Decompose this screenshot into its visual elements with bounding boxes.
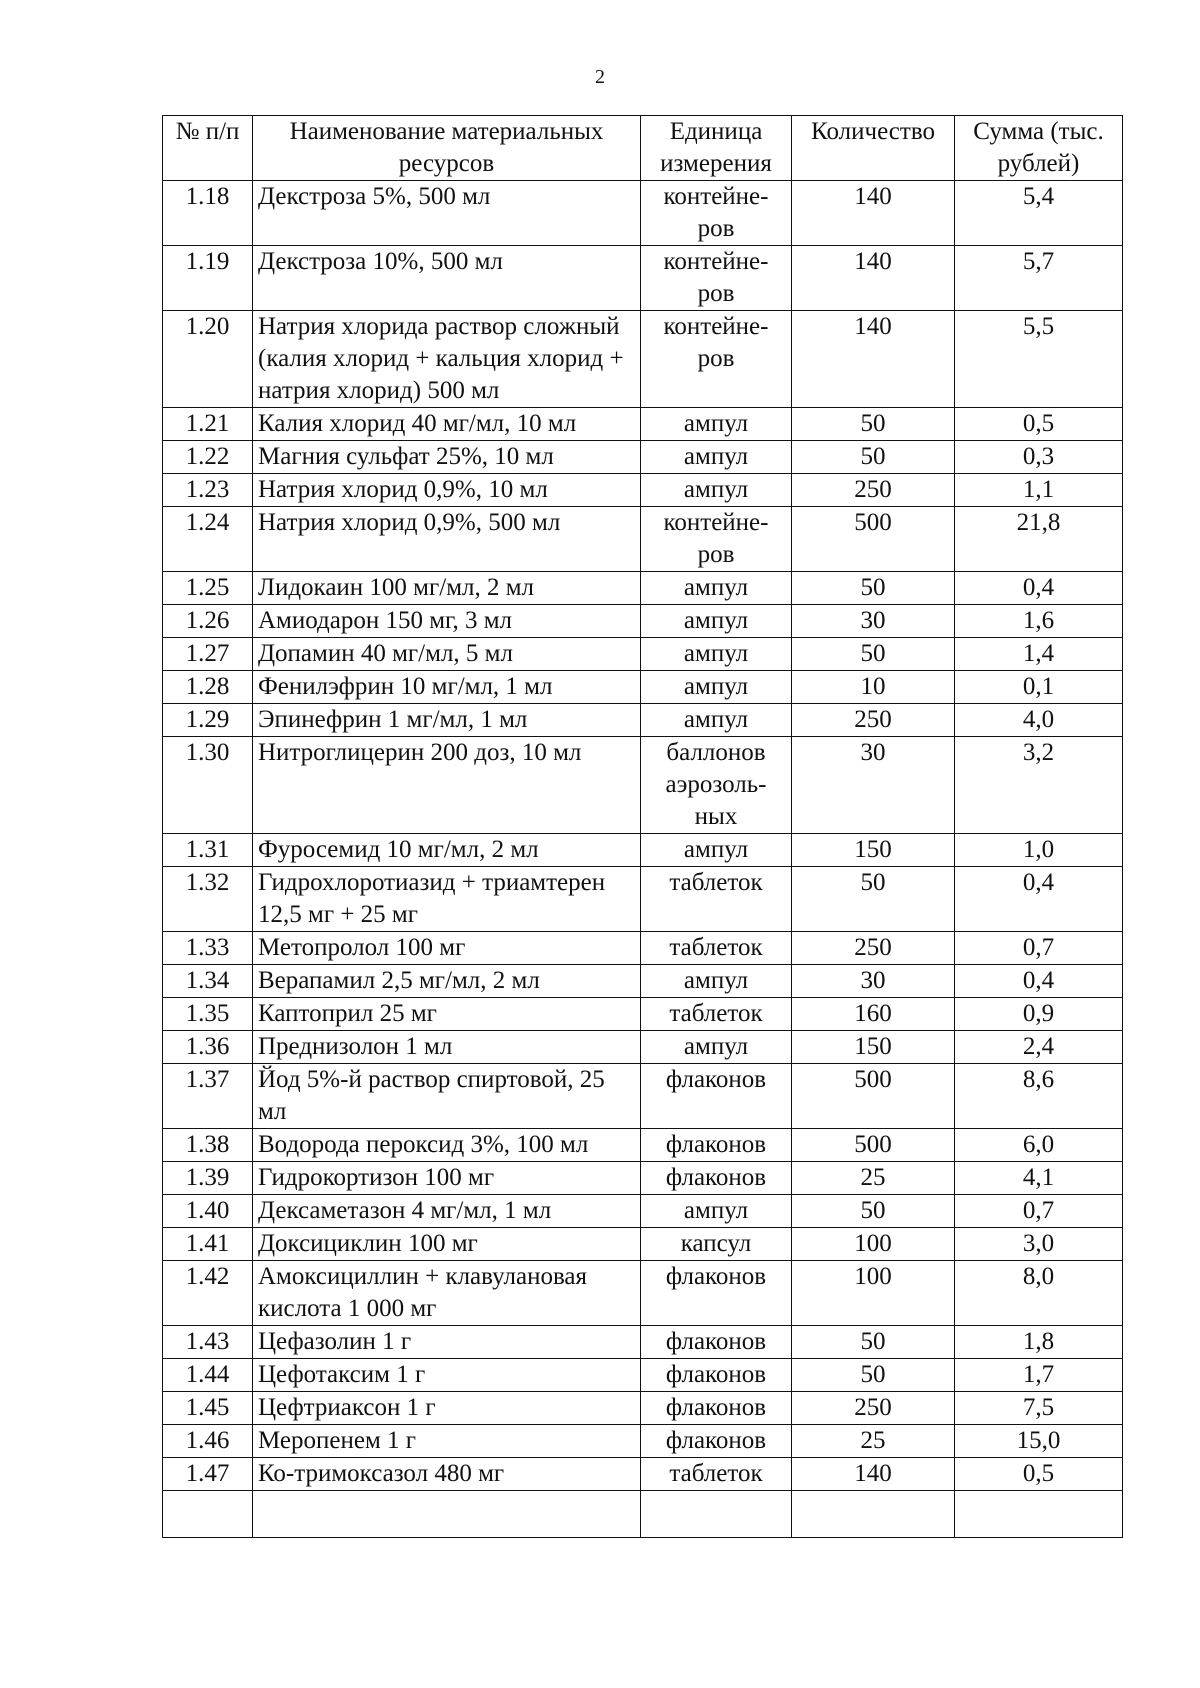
cell-unit: флаконов (641, 1261, 792, 1326)
cell-unit: контейне-ров (641, 507, 792, 572)
cell-num: 1.37 (163, 1064, 253, 1129)
cell-unit: ампул (641, 441, 792, 474)
cell-name: Эпинефрин 1 мг/мл, 1 мл (253, 704, 641, 737)
cell-num: 1.47 (163, 1458, 253, 1491)
table-row (163, 834, 1123, 867)
empty-cell (163, 1491, 253, 1538)
table-row (163, 1228, 1123, 1261)
cell-num: 1.46 (163, 1425, 253, 1458)
table-row (163, 638, 1123, 671)
cell-name: Амиодарон 150 мг, 3 мл (253, 605, 641, 638)
table-row (163, 998, 1123, 1031)
cell-name: Нитроглицерин 200 доз, 10 мл (253, 737, 641, 834)
table-row (163, 867, 1123, 932)
cell-sum: 0,7 (955, 1195, 1123, 1228)
table-row (163, 737, 1123, 834)
cell-name: Доксициклин 100 мг (253, 1228, 641, 1261)
cell-unit: флаконов (641, 1425, 792, 1458)
resources-table (162, 115, 1123, 1538)
cell-num: 1.28 (163, 671, 253, 704)
cell-name: Дексаметазон 4 мг/мл, 1 мл (253, 1195, 641, 1228)
cell-sum: 15,0 (955, 1425, 1123, 1458)
cell-sum: 21,8 (955, 507, 1123, 572)
cell-sum: 4,1 (955, 1162, 1123, 1195)
cell-qty: 100 (792, 1228, 955, 1261)
cell-qty: 140 (792, 246, 955, 311)
table-row (163, 572, 1123, 605)
cell-num: 1.26 (163, 605, 253, 638)
cell-num: 1.21 (163, 408, 253, 441)
cell-num: 1.22 (163, 441, 253, 474)
cell-qty: 140 (792, 311, 955, 408)
cell-qty: 160 (792, 998, 955, 1031)
cell-unit: флаконов (641, 1162, 792, 1195)
cell-qty: 500 (792, 507, 955, 572)
cell-num: 1.42 (163, 1261, 253, 1326)
empty-cell (955, 1491, 1123, 1538)
table-row (163, 1458, 1123, 1491)
empty-cell (253, 1491, 641, 1538)
empty-cell (792, 1491, 955, 1538)
cell-unit: капсул (641, 1228, 792, 1261)
cell-name: Йод 5%-й раствор спиртовой, 25 мл (253, 1064, 641, 1129)
cell-qty: 150 (792, 1031, 955, 1064)
cell-sum: 0,7 (955, 932, 1123, 965)
cell-unit: флаконов (641, 1392, 792, 1425)
cell-unit: ампул (641, 572, 792, 605)
cell-num: 1.43 (163, 1326, 253, 1359)
cell-qty: 50 (792, 638, 955, 671)
cell-qty: 140 (792, 1458, 955, 1491)
table-row (163, 1162, 1123, 1195)
cell-num: 1.24 (163, 507, 253, 572)
cell-unit: ампул (641, 1195, 792, 1228)
cell-name: Цефтриаксон 1 г (253, 1392, 641, 1425)
cell-qty: 30 (792, 965, 955, 998)
table-body (163, 181, 1123, 1538)
cell-name: Преднизолон 1 мл (253, 1031, 641, 1064)
cell-unit: контейне-ров (641, 311, 792, 408)
empty-cell (641, 1491, 792, 1538)
cell-sum: 0,4 (955, 867, 1123, 932)
table-row (163, 1195, 1123, 1228)
table-row (163, 246, 1123, 311)
cell-name: Каптоприл 25 мг (253, 998, 641, 1031)
cell-name: Цефазолин 1 г (253, 1326, 641, 1359)
table-row (163, 671, 1123, 704)
cell-sum: 4,0 (955, 704, 1123, 737)
cell-name: Гидрохлоротиазид + триамтерен 12,5 мг + 25 мг (253, 867, 641, 932)
header-num: № п/п (163, 116, 253, 181)
cell-sum: 5,7 (955, 246, 1123, 311)
cell-qty: 100 (792, 1261, 955, 1326)
cell-unit: ампул (641, 834, 792, 867)
cell-sum: 5,4 (955, 181, 1123, 246)
cell-name: Верапамил 2,5 мг/мл, 2 мл (253, 965, 641, 998)
cell-unit: таблеток (641, 867, 792, 932)
cell-qty: 250 (792, 932, 955, 965)
cell-qty: 50 (792, 408, 955, 441)
header-sum: Сумма (тыс. рублей) (955, 116, 1123, 181)
cell-num: 1.20 (163, 311, 253, 408)
cell-sum: 0,9 (955, 998, 1123, 1031)
cell-sum: 3,2 (955, 737, 1123, 834)
cell-sum: 7,5 (955, 1392, 1123, 1425)
cell-qty: 50 (792, 1359, 955, 1392)
cell-qty: 500 (792, 1129, 955, 1162)
cell-sum: 1,8 (955, 1326, 1123, 1359)
cell-num: 1.33 (163, 932, 253, 965)
cell-qty: 50 (792, 1195, 955, 1228)
cell-qty: 140 (792, 181, 955, 246)
cell-name: Амоксициллин + клавулановая кислота 1 000 мг (253, 1261, 641, 1326)
cell-sum: 2,4 (955, 1031, 1123, 1064)
cell-unit: баллонов аэрозоль-ных (641, 737, 792, 834)
cell-num: 1.44 (163, 1359, 253, 1392)
cell-name: Допамин 40 мг/мл, 5 мл (253, 638, 641, 671)
table-row (163, 1064, 1123, 1129)
cell-name: Фуросемид 10 мг/мл, 2 мл (253, 834, 641, 867)
cell-unit: ампул (641, 638, 792, 671)
cell-qty: 50 (792, 1326, 955, 1359)
cell-unit: флаконов (641, 1359, 792, 1392)
cell-name: Натрия хлорид 0,9%, 10 мл (253, 474, 641, 507)
table-row (163, 1392, 1123, 1425)
cell-sum: 1,0 (955, 834, 1123, 867)
cell-unit: ампул (641, 408, 792, 441)
page-number: 2 (595, 66, 605, 88)
cell-name: Меропенем 1 г (253, 1425, 641, 1458)
cell-qty: 150 (792, 834, 955, 867)
cell-num: 1.32 (163, 867, 253, 932)
cell-num: 1.41 (163, 1228, 253, 1261)
table-row (163, 1359, 1123, 1392)
table-empty-row (163, 1491, 1123, 1538)
table-row (163, 474, 1123, 507)
cell-unit: контейне-ров (641, 246, 792, 311)
cell-unit: ампул (641, 704, 792, 737)
cell-unit: ампул (641, 671, 792, 704)
cell-num: 1.18 (163, 181, 253, 246)
cell-num: 1.34 (163, 965, 253, 998)
table-row (163, 704, 1123, 737)
cell-num: 1.39 (163, 1162, 253, 1195)
cell-unit: флаконов (641, 1326, 792, 1359)
cell-sum: 1,6 (955, 605, 1123, 638)
cell-num: 1.31 (163, 834, 253, 867)
cell-name: Магния сульфат 25%, 10 мл (253, 441, 641, 474)
cell-name: Лидокаин 100 мг/мл, 2 мл (253, 572, 641, 605)
cell-name: Водорода пероксид 3%, 100 мл (253, 1129, 641, 1162)
cell-unit: флаконов (641, 1129, 792, 1162)
table-row (163, 507, 1123, 572)
cell-sum: 8,0 (955, 1261, 1123, 1326)
cell-unit: таблеток (641, 998, 792, 1031)
cell-num: 1.40 (163, 1195, 253, 1228)
cell-name: Гидрокортизон 100 мг (253, 1162, 641, 1195)
cell-name: Декстроза 10%, 500 мл (253, 246, 641, 311)
cell-qty: 10 (792, 671, 955, 704)
cell-num: 1.29 (163, 704, 253, 737)
cell-sum: 0,1 (955, 671, 1123, 704)
table-header-row (163, 116, 1123, 181)
cell-sum: 1,7 (955, 1359, 1123, 1392)
cell-unit: таблеток (641, 1458, 792, 1491)
cell-unit: ампул (641, 965, 792, 998)
cell-sum: 0,4 (955, 572, 1123, 605)
cell-num: 1.30 (163, 737, 253, 834)
cell-name: Калия хлорид 40 мг/мл, 10 мл (253, 408, 641, 441)
table-row (163, 605, 1123, 638)
header-name: Наименование материальных ресурсов (253, 116, 641, 181)
cell-name: Натрия хлорид 0,9%, 500 мл (253, 507, 641, 572)
cell-sum: 0,5 (955, 408, 1123, 441)
cell-num: 1.36 (163, 1031, 253, 1064)
cell-sum: 1,1 (955, 474, 1123, 507)
table-row (163, 441, 1123, 474)
cell-sum: 0,5 (955, 1458, 1123, 1491)
cell-unit: ампул (641, 1031, 792, 1064)
cell-num: 1.27 (163, 638, 253, 671)
cell-num: 1.35 (163, 998, 253, 1031)
cell-sum: 1,4 (955, 638, 1123, 671)
cell-qty: 50 (792, 572, 955, 605)
header-unit: Единица измерения (641, 116, 792, 181)
cell-num: 1.25 (163, 572, 253, 605)
table-row (163, 1326, 1123, 1359)
cell-sum: 3,0 (955, 1228, 1123, 1261)
cell-name: Метопролол 100 мг (253, 932, 641, 965)
cell-qty: 250 (792, 1392, 955, 1425)
table-row (163, 1425, 1123, 1458)
cell-sum: 6,0 (955, 1129, 1123, 1162)
cell-unit: таблеток (641, 932, 792, 965)
table-row (163, 1031, 1123, 1064)
cell-num: 1.45 (163, 1392, 253, 1425)
cell-unit: контейне-ров (641, 181, 792, 246)
cell-qty: 25 (792, 1162, 955, 1195)
cell-name: Натрия хлорида раствор сложный (калия хлорид + кальция хлорид + натрия хлорид) 500 мл (253, 311, 641, 408)
cell-unit: ампул (641, 605, 792, 638)
cell-num: 1.38 (163, 1129, 253, 1162)
cell-qty: 50 (792, 441, 955, 474)
cell-num: 1.23 (163, 474, 253, 507)
cell-qty: 25 (792, 1425, 955, 1458)
cell-name: Фенилэфрин 10 мг/мл, 1 мл (253, 671, 641, 704)
cell-qty: 500 (792, 1064, 955, 1129)
cell-sum: 5,5 (955, 311, 1123, 408)
table-row (163, 1129, 1123, 1162)
cell-qty: 250 (792, 474, 955, 507)
cell-qty: 250 (792, 704, 955, 737)
cell-name: Цефотаксим 1 г (253, 1359, 641, 1392)
cell-unit: флаконов (641, 1064, 792, 1129)
cell-sum: 0,4 (955, 965, 1123, 998)
cell-qty: 30 (792, 605, 955, 638)
table-row (163, 1261, 1123, 1326)
cell-unit: ампул (641, 474, 792, 507)
cell-sum: 8,6 (955, 1064, 1123, 1129)
table-row (163, 932, 1123, 965)
table-row (163, 408, 1123, 441)
header-qty: Количество (792, 116, 955, 181)
table-row (163, 181, 1123, 246)
cell-qty: 30 (792, 737, 955, 834)
table-row (163, 965, 1123, 998)
cell-name: Декстроза 5%, 500 мл (253, 181, 641, 246)
table-row (163, 311, 1123, 408)
cell-sum: 0,3 (955, 441, 1123, 474)
cell-num: 1.19 (163, 246, 253, 311)
cell-name: Ко-тримоксазол 480 мг (253, 1458, 641, 1491)
cell-qty: 50 (792, 867, 955, 932)
